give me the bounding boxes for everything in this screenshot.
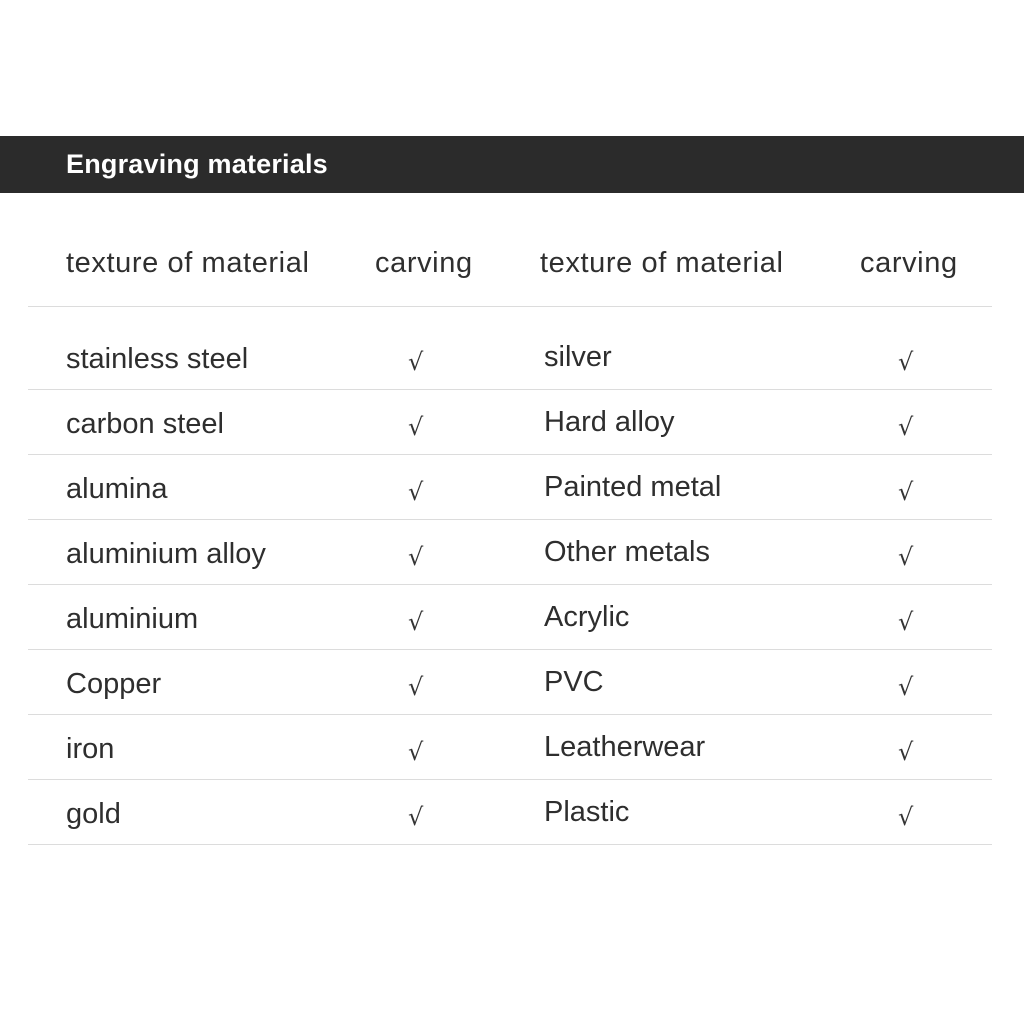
material-right-cell: Plastic — [544, 796, 630, 828]
table-row — [0, 457, 1024, 522]
carving-right-check: √ — [898, 478, 914, 506]
carving-left-check: √ — [408, 738, 424, 766]
row-divider — [28, 454, 992, 455]
carving-left-check: √ — [408, 673, 424, 701]
material-right-cell: Other metals — [544, 536, 710, 568]
column-header-material-left: texture of material — [66, 247, 310, 279]
carving-left-check: √ — [408, 608, 424, 636]
column-header-carving-left: carving — [375, 247, 473, 279]
table-header-row — [0, 222, 1024, 306]
material-right-cell: Acrylic — [544, 601, 630, 633]
table-row — [0, 327, 1024, 392]
carving-left-check: √ — [408, 543, 424, 571]
table-row — [0, 782, 1024, 847]
table-row — [0, 652, 1024, 717]
row-divider — [28, 584, 992, 585]
material-right-cell: silver — [544, 341, 612, 373]
material-right-cell: Hard alloy — [544, 406, 675, 438]
row-divider — [28, 519, 992, 520]
table-row — [0, 522, 1024, 587]
material-left-cell: gold — [66, 798, 121, 830]
table-row — [0, 587, 1024, 652]
carving-left-check: √ — [408, 413, 424, 441]
carving-left-check: √ — [408, 478, 424, 506]
carving-right-check: √ — [898, 543, 914, 571]
table-row — [0, 392, 1024, 457]
material-left-cell: iron — [66, 733, 115, 765]
column-header-carving-right: carving — [860, 247, 958, 279]
page-title: Engraving materials — [66, 149, 328, 179]
material-left-cell: aluminium — [66, 603, 199, 635]
material-right-cell: Leatherwear — [544, 731, 706, 763]
carving-left-check: √ — [408, 348, 424, 376]
carving-right-check: √ — [898, 348, 914, 376]
material-left-cell: alumina — [66, 473, 168, 505]
material-left-cell: Copper — [66, 668, 162, 700]
material-right-cell: PVC — [544, 666, 604, 698]
header-divider — [28, 306, 992, 307]
row-divider — [28, 649, 992, 650]
row-divider — [28, 714, 992, 715]
row-divider — [28, 779, 992, 780]
title-bar — [0, 136, 1024, 193]
carving-left-check: √ — [408, 803, 424, 831]
row-divider — [28, 844, 992, 845]
table-row — [0, 717, 1024, 782]
material-left-cell: carbon steel — [66, 408, 224, 440]
carving-right-check: √ — [898, 608, 914, 636]
material-right-cell: Painted metal — [544, 471, 722, 503]
material-left-cell: aluminium alloy — [66, 538, 266, 570]
carving-right-check: √ — [898, 413, 914, 441]
carving-right-check: √ — [898, 738, 914, 766]
row-divider — [28, 389, 992, 390]
material-left-cell: stainless steel — [66, 343, 249, 375]
carving-right-check: √ — [898, 673, 914, 701]
carving-right-check: √ — [898, 803, 914, 831]
column-header-material-right: texture of material — [540, 247, 784, 279]
